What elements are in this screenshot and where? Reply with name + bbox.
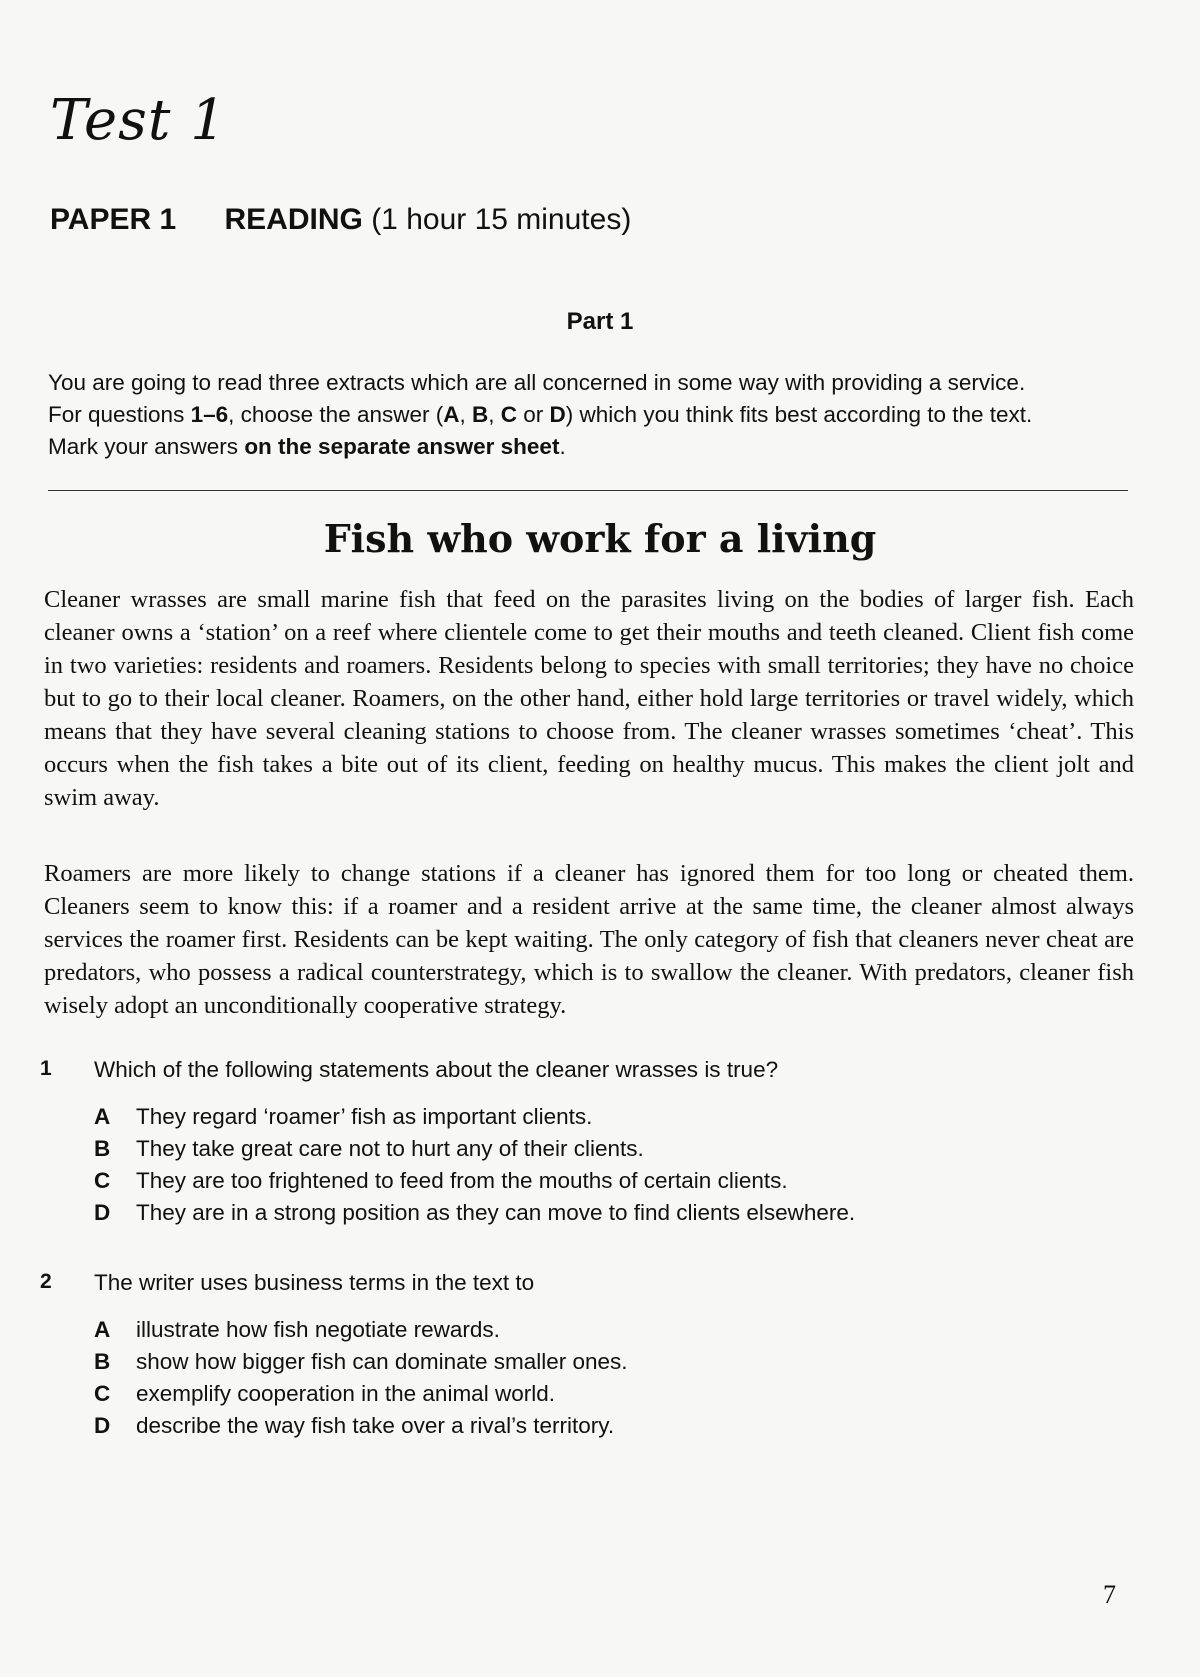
options-list — [94, 1314, 628, 1442]
instructions-line-2: For questions 1–6, choose the answer (A, B, C or D) which you think fits best according to the text. — [48, 402, 1033, 427]
question-stem: Which of the following statements about the cleaner wrasses is true? — [94, 1057, 779, 1082]
divider — [48, 490, 1128, 491]
section-label: READING — [224, 203, 363, 236]
question-number: 2 — [40, 1270, 52, 1293]
paper-label: PAPER 1 — [50, 203, 177, 236]
option-d: D describe the way fish take over a rival’s territory. — [94, 1413, 615, 1438]
page-number: 7 — [1103, 1580, 1116, 1609]
paper-heading — [50, 203, 631, 237]
option-b: B show how bigger fish can dominate smaller ones. — [94, 1349, 628, 1374]
part-heading: Part 1 — [566, 308, 634, 335]
instructions-line-3: Mark your answers on the separate answer sheet. — [48, 434, 566, 459]
option-b: B They take great care not to hurt any of their clients. — [94, 1136, 644, 1161]
option-a: A They regard ‘roamer’ fish as important clients. — [94, 1104, 593, 1129]
options-list — [94, 1101, 855, 1229]
question-number: 1 — [40, 1057, 52, 1080]
option-c: C They are too frightened to feed from the mouths of certain clients. — [94, 1168, 788, 1193]
article-title: Fish who work for a living — [323, 516, 877, 561]
instructions — [48, 367, 1128, 463]
question-stem: The writer uses business terms in the text to — [94, 1270, 535, 1295]
test-title: Test 1 — [50, 88, 227, 153]
option-a: A illustrate how fish negotiate rewards. — [94, 1317, 500, 1342]
duration: (1 hour 15 minutes) — [371, 203, 632, 236]
instructions-line-1: You are going to read three extracts which are all concerned in some way with providing a service. — [48, 370, 1026, 395]
article-paragraph-2: Roamers are more likely to change stations if a cleaner has ignored them for too long or cheated them. Cleaners seem to know this: if a roamer and a resident arrive at the same time, the cleaner almost always services the roamer first. Residents can be kept waiting. The only category of fish that cleaners never cheat are predators, who possess a radical counterstrategy, which is to swallow the cleaner. With predators, cleaner fish wisely adopt an unconditionally cooperative strategy. — [44, 860, 1134, 1019]
article-paragraph-1: Cleaner wrasses are small marine fish that feed on the parasites living on the bodies of larger fish. Each cleaner owns a ‘station’ on a reef where clientele come to get their mouths and teeth cleaned. Client fish come in two varieties: residents and roamers. Residents belong to species with small territories; they have no choice but to go to their local cleaner. Roamers, on the other hand, either hold large territories or travel widely, which means that they have several cleaning stations to choose from. The cleaner wrasses sometimes ‘cheat’. This occurs when the fish takes a bite out of its client, feeding on healthy mucus. This makes the client jolt and swim away. — [44, 586, 1134, 811]
option-c: C exemplify cooperation in the animal world. — [94, 1381, 555, 1406]
option-d: D They are in a strong position as they can move to find clients elsewhere. — [94, 1200, 856, 1225]
